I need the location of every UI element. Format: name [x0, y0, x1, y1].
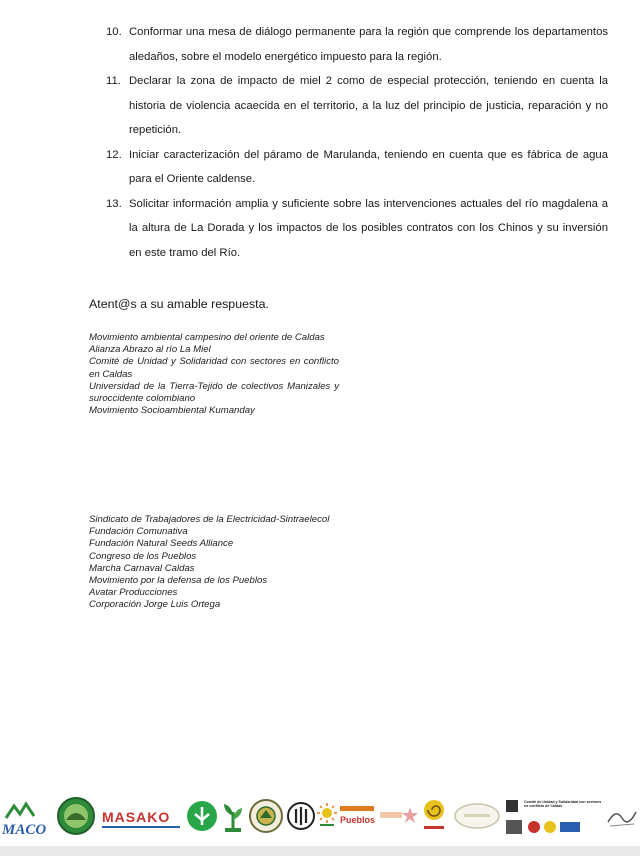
faint-oval-logo — [452, 800, 502, 832]
list-item — [106, 20, 608, 69]
demands-list — [106, 20, 608, 265]
org-name: Fundación Natural Seeds Alliance — [89, 538, 234, 550]
green-circle-emblem — [56, 796, 96, 836]
union-emblem — [286, 800, 316, 832]
item-number: 11. — [106, 75, 121, 87]
org-name: Corporación Jorge Luis Ortega — [89, 599, 221, 611]
item-text: Solicitar información amplia y suficiente sobre las intervenciones actuales del río magdalena a la altura de La Dorada y los impactos de los posibles contratos con los Chinos y su inversión en este tramo del Río. — [129, 197, 608, 259]
item-text: Iniciar caracterización del páramo de Marulanda, teniendo en cuenta que es fábrica de agua para el Oriente caldense. — [129, 148, 608, 185]
list-item — [106, 69, 608, 143]
list-item — [106, 143, 608, 192]
signature-logo — [606, 804, 640, 830]
masako-logo — [100, 802, 184, 832]
signatories-group-1 — [89, 332, 339, 417]
plant-icon — [220, 798, 246, 834]
org-name: Universidad de la Tierra-Tejido de colectivos Manizales y suroccidente colombiano — [89, 380, 339, 405]
list-item — [106, 192, 608, 266]
maco-logo — [0, 796, 52, 840]
org-name: Avatar Producciones — [89, 587, 178, 599]
org-name: Sindicato de Trabajadores de la Electricidad-Sintraelecol — [89, 514, 330, 525]
org-name: Movimiento Socioambiental Kumanday — [89, 405, 255, 417]
org-name: Movimiento por la defensa de los Pueblos — [89, 575, 268, 587]
star-logo — [378, 804, 418, 828]
closing-line: Atent@s a su amable respuesta. — [89, 297, 269, 311]
org-name: Marcha Carnaval Caldas — [89, 562, 195, 574]
item-number: 13. — [106, 197, 122, 210]
congreso-pueblos-logo — [338, 804, 376, 828]
sun-icon — [316, 802, 338, 828]
org-name: Comité de Unidad y Solidaridad con sectores en conflicto en Caldas — [89, 356, 339, 380]
org-name: Movimiento ambiental campesino del oriente de Caldas — [89, 332, 325, 343]
organization-logos-strip — [0, 790, 640, 846]
item-text: Conformar una mesa de diálogo permanente para la región que comprende los departamentos aledaños, sobre el modelo energético impuesto para la región. — [129, 26, 608, 63]
seal-emblem — [248, 798, 284, 834]
org-name: Fundación Comunativa — [89, 526, 188, 538]
comite-logo-text: Comité de Unidad y Solidaridad con sectores en conflicto de Caldas — [524, 800, 602, 809]
comite-unidad-logo — [504, 796, 604, 840]
page-bottom-margin — [0, 846, 640, 856]
item-number: 10. — [106, 26, 122, 38]
org-name: Congreso de los Pueblos — [89, 550, 197, 562]
org-name: Alianza Abrazo al río La Miel — [89, 344, 211, 356]
pueblos-logo-text: Pueblos — [340, 815, 376, 825]
green-round-logo — [186, 800, 218, 832]
item-text: Declarar la zona de impacto de miel 2 como de especial protección, teniendo en cuenta la historia de violencia acaecida en el territorio, a la luz del principio de justicia, reparación y no repetición. — [129, 75, 608, 136]
snail-logo — [420, 796, 448, 836]
item-number: 12. — [106, 148, 122, 161]
maco-logo-text: MACO — [2, 822, 47, 838]
masako-logo-text: MASAKO — [102, 809, 171, 825]
signatories-group-2 — [89, 514, 339, 612]
